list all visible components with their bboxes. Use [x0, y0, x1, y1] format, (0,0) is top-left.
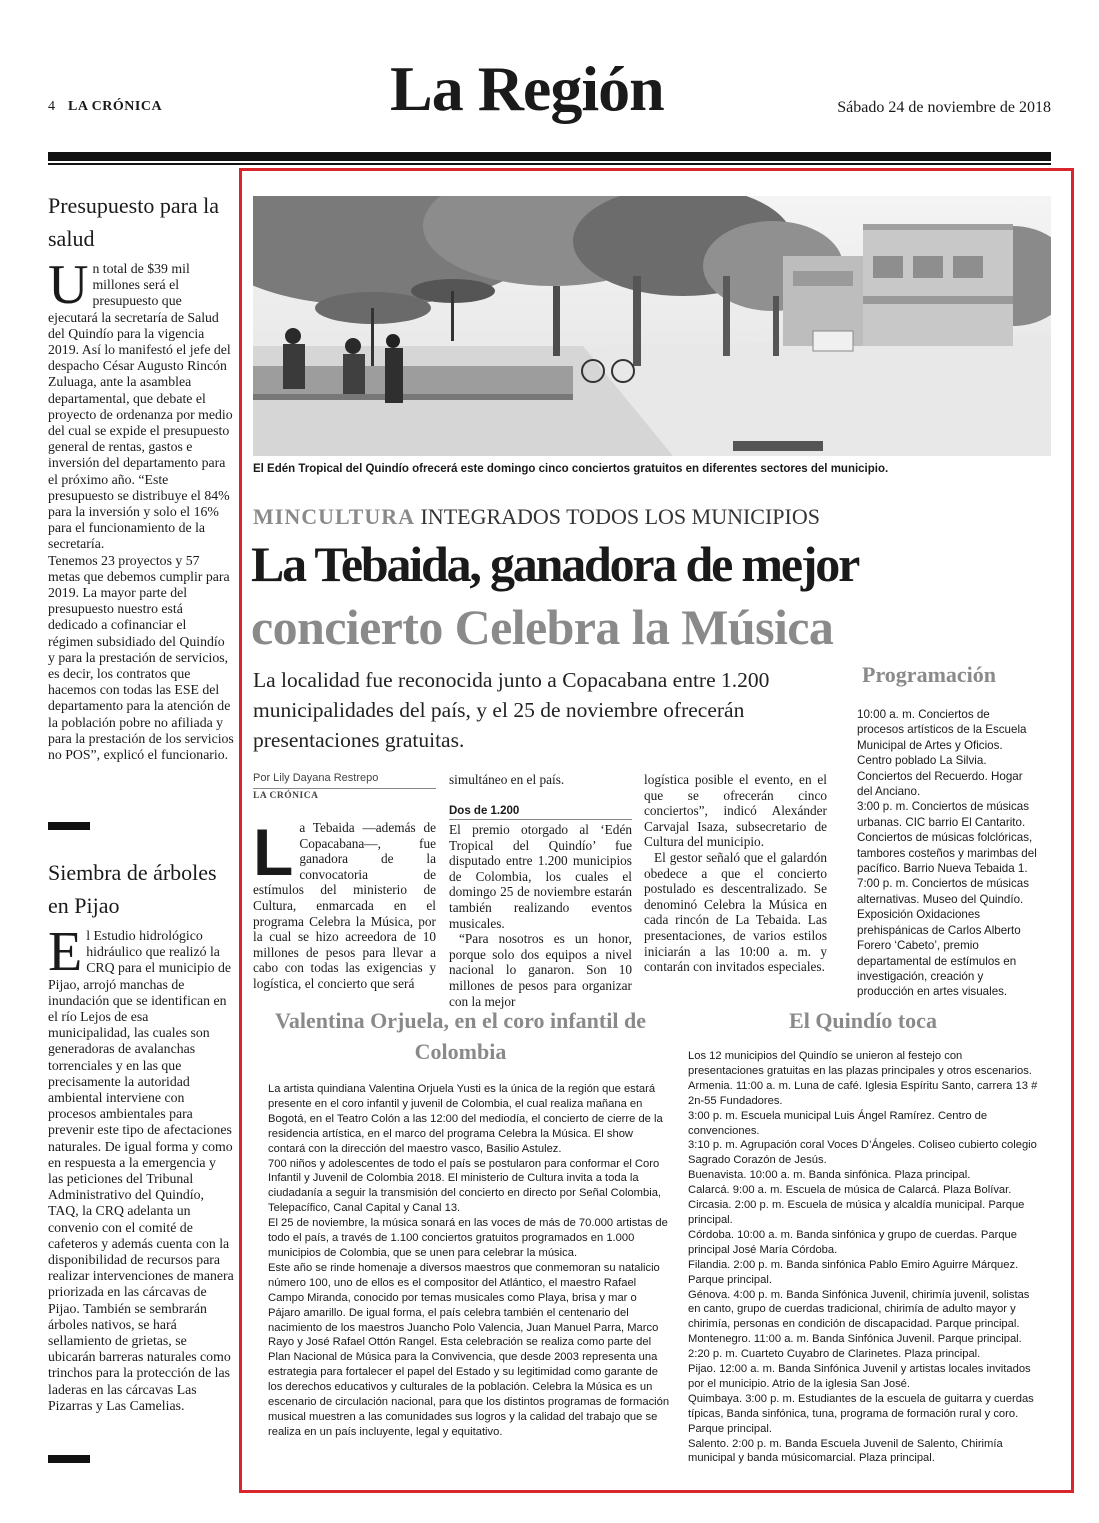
programacion-item: 10:00 a. m. Conciertos de procesos artísticos de la Escuela Municipal de Artes y Oficios. Centro poblado La Silvia. Conciertos del Recuerdo. Hogar del Anciano.	[857, 708, 1027, 799]
sidebar-story-paragraph: l Estudio hidrológico hidráulico que realizó la CRQ para el municipio de Pijao, arrojó manchas de inundación que se identifican en el río Lejos de esa municipalidad, las cuales son generadoras de avalanchas torrenciales y en las que precisamente la autoridad ambiental interviene con procesos ambientales para prevenir este tipo de afectaciones naturales. De igual forma y como en respuesta a la emergencia y las peticiones del Tribunal Administrativo del Quindío, TAQ, la CRQ adelanta un convenio con el comité de cafeteros y además cuenta con la disponibilidad de recursos para realizar intervenciones de manera priorizada en las cárcavas de Pijao. También se sembrarán árboles nativos, se hará sellamiento de grietas, se ubicarán barreras naturales como trinchos para la protección de las laderas en las cárcavas Las Pizarras y Las Camelias.	[48, 928, 234, 1413]
story-paragraph: Salento. 2:00 p. m. Banda Escuela Juvenil de Salento, Chirimía municipal y banda músicomarcial. Plaza principal.	[688, 1437, 1003, 1465]
column-text: a Tebaida —además de Copacabana—, fue ganadora de la convocatoria de estímulos del ministerio de Cultura, enmarcada en el programa Celebra la Música, por la cual se hizo acreedora de 10 millones de pesos para llevar a cabo con todas las exigencias y logística, el concierto que será	[253, 820, 436, 991]
column-text: El gestor señaló que el galardón obedece a que el concierto postulado es descentralizado. Se denominó Celebra la Música en cada rincón de La Tebaida. Las presentaciones, de varios estilos iniciarán a las 10:00 a. m. y contarán con invitados especiales.	[644, 849, 827, 975]
valentina-body	[268, 1082, 670, 1440]
sidebar-story-budget	[48, 189, 234, 763]
story-paragraph: El 25 de noviembre, la música sonará en las voces de más de 70.000 artistas de todo el país, a través de 1.100 conciertos gratuitos programados en 1.000 municipios de Colombia, que se unen para celebrar la música.	[268, 1217, 668, 1259]
sidebar-story-paragraph: Tenemos 23 proyectos y 57 metas que debemos cumplir para 2019. La mayor parte del presupuesto nuestro está dedicado a cofinanciar el régimen subsidiado del Quindío y para la prestación de servicios, es decir, los contratos que hacemos con todas las ESE del departamento para la atención de la población pobre no afiliada y para la prestación de los servicios no POS”, explicó el funcionario.	[48, 552, 234, 763]
headline-line-2: concierto Celebra la Música	[251, 599, 834, 655]
news-photo	[253, 196, 1051, 456]
story-paragraph: 3:00 p. m. Escuela municipal Luis Ángel Ramírez. Centro de convenciones.	[688, 1109, 988, 1137]
publication-name: LA CRÓNICA	[68, 99, 163, 114]
photo-caption: El Edén Tropical del Quindío ofrecerá este domingo cinco conciertos gratuitos en diferentes sectores del municipio.	[253, 463, 889, 475]
subhead-rule	[449, 819, 632, 820]
byline: Por Lily Dayana Restrepo	[253, 772, 379, 784]
sidebar-story-title: Presupuesto para la salud	[48, 193, 220, 251]
story-paragraph: Los 12 municipios del Quindío se unieron al festejo con presentaciones gratuitas en las plazas principales y otros escenarios.	[688, 1050, 1032, 1077]
story-paragraph: Armenia. 11:00 a. m. Luna de café. Iglesia Espíritu Santo, carrera 13 # 2n-55 Fundadores.	[688, 1079, 1038, 1107]
byline-publication: LA CRÓNICA	[253, 791, 319, 801]
column-text: simultáneo en el país.	[449, 772, 565, 787]
programacion-title: Programación	[862, 662, 997, 687]
headline-line-1: La Tebaida, ganadora de mejor	[251, 536, 859, 592]
column-text: logística posible el evento, en el que se ofrecerán cinco conciertos”, indicó Alexánder Carvajal Isaza, subsecretario de Cultura del municipio.	[644, 772, 827, 850]
story-paragraph: Este año se rinde homenaje a diversos maestros que conmemoran su natalicio número 100, uno de ellos es el compositor del Atlántico, el maestro Rafael Campo Miranda, conocido por temas musicales como Playa, brisa y mar o Pájaro amarillo. De igual forma, el país celebra también el centenario del nacimiento de los maestros Juancho Polo Valencia, Juan Manuel Parra, Marco Rayo y José Rafael Ottón Rangel. Esta celebración se realiza como parte del Plan Nacional de Música para la Convivencia, que desde 2003 representa una estrategia para fortalecer el papel del Estado y su legitimidad como garante de los derechos educativos y culturales de la población. Celebra la Música es un escenario de circulación nacional, para que los distintos programas de formación musical muestren a las comunidades sus logros y la calidad del trabajo que se realiza en un país incluyente, legal y equitativo.	[268, 1261, 670, 1438]
story-paragraph: Buenavista. 10:00 a. m. Banda sinfónica. Plaza principal.	[688, 1169, 971, 1182]
quindio-title: El Quindío toca	[789, 1008, 937, 1033]
article-column-3	[644, 772, 827, 975]
programacion-list	[857, 707, 1037, 1000]
programacion-item: 7:00 p. m. Conciertos de músicas alternativas. Museo del Quindío. Exposición Oxidaciones prehispánicas de Carlos Alberto Forero ‘Cabeto’, premio departamental de estímulos en investigación, creación y producción en artes visuales.	[857, 877, 1030, 999]
byline-rule	[253, 788, 436, 789]
article-subhead: Dos de 1.200	[449, 805, 520, 817]
dropcap: U	[48, 254, 89, 316]
sidebar-story-title: Siembra de árboles en Pijao	[48, 860, 217, 918]
story-paragraph: Quimbaya. 3:00 p. m. Estudiantes de la escuela de guitarra y cuerdas típicas, Banda sinfónica, tuna, programa de formación rural y coro. Parque principal.	[688, 1392, 1034, 1435]
story-paragraph: Génova. 4:00 p. m. Banda Sinfónica Juvenil, chirimía juvenil, solistas en canto, grupo de cuerdas tradicional, chirimía de adulto mayor y chirimía, personas en condición de discapacidad. Parque principal.	[688, 1288, 1030, 1331]
dropcap: E	[48, 921, 83, 983]
article-column-2	[449, 822, 632, 1009]
masthead-rule-thin	[48, 163, 1051, 165]
article-column-1	[253, 815, 436, 992]
story-paragraph: Filandia. 2:00 p. m. Banda sinfónica Pablo Emiro Aguirre Márquez. Parque principal.	[688, 1258, 1019, 1286]
story-paragraph: Córdoba. 10:00 a. m. Banda sinfónica y grupo de cuerdas. Parque principal José María Córdoba.	[688, 1228, 1017, 1256]
masthead-rule-thick	[48, 152, 1051, 161]
kicker-word: MINCULTURA	[253, 504, 415, 529]
story-paragraph: 700 niños y adolescentes de todo el país se postularon para conformar el Coro Infantil y Juvenil de Colombia 2018. El ministerio de Cultura invita a toda la ciudadanía a seguir la transmisión del concierto en directo por Señal Colombia, Telepacífico, Canal Capital y Canal 13.	[268, 1157, 662, 1215]
kicker	[253, 504, 820, 530]
quindio-body	[688, 1049, 1038, 1466]
story-paragraph: Circasia. 2:00 p. m. Escuela de música y alcaldía municipal. Parque principal.	[688, 1199, 1025, 1226]
column-text: “Para nosotros es un honor, porque solo dos equipos a nivel nacional lo ganaron. Son 10 millones de pesos para organizar con la mejor	[449, 931, 632, 1009]
valentina-title: Valentina Orjuela, en el coro infantil de Colombia	[275, 1008, 646, 1064]
issue-date: Sábado 24 de noviembre de 2018	[837, 99, 1051, 116]
column-text: El premio otorgado al ‘Edén Tropical del Quindío’ fue disputado entre 1.200 municipios de Colombia, los cuales el domingo 25 de noviembre estarán también realizando eventos musicales.	[449, 822, 632, 931]
programacion-item: 3:00 p. m. Conciertos de músicas urbanas. CIC barrio El Cantarito. Conciertos de músicas folclóricas, tambores costeños y marimbas del pacífico. Barrio Nueva Tebaida 1.	[857, 800, 1037, 876]
sidebar-story-paragraph: n total de $39 mil millones será el presupuesto que ejecutará la secretaría de Salud del Quindío para la vigencia 2019. Así lo manifestó el jefe del despacho César Augusto Rincón Zuluaga, ante la asamblea departamental, que debate el proyecto de ordenanza por medio del cual se expide el presupuesto general de rentas, gastos e inversión del departamento para el próximo año. “Este presupuesto se distribuye el 84% para la inversión y solo el 16% para el funcionamiento de la secretaría.	[48, 261, 233, 552]
story-paragraph: Calarcá. 9:00 a. m. Escuela de música de Calarcá. Plaza Bolívar.	[688, 1184, 1012, 1197]
article-deck: La localidad fue reconocida junto a Copacabana entre 1.200 municipalidades del país, y el 25 de noviembre ofrecerán presentaciones gratuitas.	[253, 668, 770, 752]
sidebar-divider	[48, 822, 90, 830]
story-paragraph: 3:10 p. m. Agrupación coral Voces D’Ángeles. Coliseo cubierto colegio Sagrado Corazón de Jesús.	[688, 1139, 1037, 1167]
story-paragraph: Pijao. 12:00 a. m. Banda Sinfónica Juvenil y artistas locales invitados por el municipio. Atrio de la iglesia San José.	[688, 1363, 1031, 1390]
section-title: La Región	[390, 53, 664, 124]
park-scene-photo	[253, 196, 1051, 456]
sidebar-story-trees	[48, 856, 234, 1414]
story-paragraph: Montenegro. 11:00 a. m. Banda Sinfónica Juvenil. Parque principal. 2:20 p. m. Cuarteto Cuyabro de Clarinetes. Plaza principal.	[688, 1333, 1022, 1361]
dropcap: L	[253, 815, 294, 889]
story-paragraph: La artista quindiana Valentina Orjuela Yusti es la única de la región que estará presente en el coro infantil y juvenil de Colombia, el cual realiza mañana en Bogotá, en el Teatro Colón a las 12:00 del mediodía, el concierto de cierre de la residencia artística, en el marco del programa Celebra la Música. El show contará con la dirección del maestro vasco, Basilio Astulez.	[268, 1083, 663, 1155]
sidebar-divider	[48, 1455, 90, 1463]
article-column-2-top	[449, 772, 632, 788]
page-number: 4	[48, 99, 55, 114]
kicker-text: INTEGRADOS TODOS LOS MUNICIPIOS	[420, 504, 820, 529]
